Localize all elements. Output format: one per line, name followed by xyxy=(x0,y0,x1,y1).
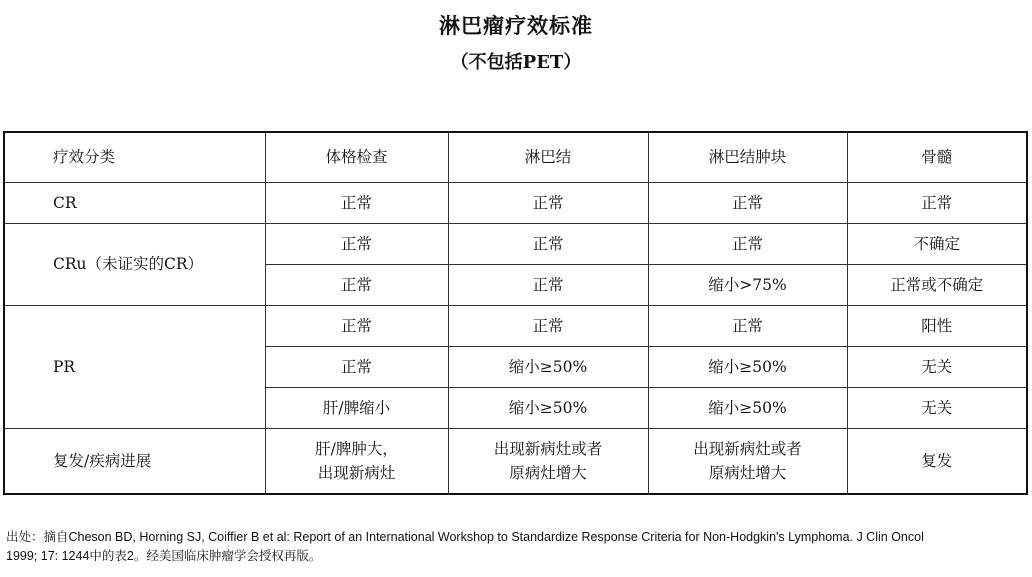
response-criteria-table xyxy=(3,131,1028,495)
table-row xyxy=(4,223,1027,264)
table-cell: 缩小≥50% xyxy=(648,346,847,387)
table-cell: 正常 xyxy=(265,223,448,264)
column-header: 淋巴结肿块 xyxy=(648,132,847,182)
source-footnote xyxy=(6,528,1026,566)
category-cell: PR xyxy=(4,305,265,428)
table-cell: 正常 xyxy=(448,305,648,346)
table-cell: 正常 xyxy=(265,264,448,305)
page-title: 淋巴瘤疗效标准 xyxy=(439,13,593,38)
table-cell: 正常 xyxy=(648,182,847,223)
page-subtitle: （不包括PET） xyxy=(450,52,582,73)
footnote-line: 1999; 17: 1244中的表2。经美国临床肿瘤学会授权再版。 xyxy=(6,549,322,563)
column-header: 体格检查 xyxy=(265,132,448,182)
table-cell: 无关 xyxy=(847,346,1027,387)
table-cell: 肝/脾缩小 xyxy=(265,387,448,428)
cell-line: 出现新病灶 xyxy=(317,463,396,482)
table-cell: 正常 xyxy=(847,182,1027,223)
table-cell: 正常或不确定 xyxy=(847,264,1027,305)
table-header-row xyxy=(4,132,1027,182)
column-header: 骨髓 xyxy=(847,132,1027,182)
table-cell: 复发 xyxy=(847,428,1027,494)
table-cell: 正常 xyxy=(448,223,648,264)
table-cell: 正常 xyxy=(448,264,648,305)
cell-line: 出现新病灶或者 xyxy=(493,439,603,458)
table-cell: 不确定 xyxy=(847,223,1027,264)
table-cell: 正常 xyxy=(648,305,847,346)
table-cell: 正常 xyxy=(448,182,648,223)
category-cell: CR xyxy=(4,182,265,223)
table-cell: 无关 xyxy=(847,387,1027,428)
table-row xyxy=(4,305,1027,346)
table-cell xyxy=(265,428,448,494)
column-header: 淋巴结 xyxy=(448,132,648,182)
table-cell: 正常 xyxy=(648,223,847,264)
table-row xyxy=(4,428,1027,494)
cell-line: 出现新病灶或者 xyxy=(693,439,802,458)
table-cell xyxy=(448,428,648,494)
column-header: 疗效分类 xyxy=(4,132,265,182)
category-cell: CRu（未证实的CR） xyxy=(4,223,265,305)
table-cell: 缩小≥50% xyxy=(448,346,648,387)
table-cell: 正常 xyxy=(265,305,448,346)
table-cell: 正常 xyxy=(265,346,448,387)
footnote-line: 出处：摘自Cheson BD, Horning SJ, Coiffier B et al: Report of an International Workshop to Standardize Response Criteria for Non-Hodgkin's Lymphoma. J Clin Oncol xyxy=(6,530,924,544)
cell-line: 原病灶增大 xyxy=(509,463,587,482)
table-cell: 缩小≥50% xyxy=(648,387,847,428)
table-cell: 阳性 xyxy=(847,305,1027,346)
table-cell: 正常 xyxy=(265,182,448,223)
cell-line: 肝/脾肿大， xyxy=(315,439,398,458)
category-cell: 复发/疾病进展 xyxy=(4,428,265,494)
cell-line: 原病灶增大 xyxy=(708,463,787,482)
table-cell xyxy=(648,428,847,494)
table-cell: 缩小>75% xyxy=(648,264,847,305)
table-cell: 缩小≥50% xyxy=(448,387,648,428)
table-row xyxy=(4,182,1027,223)
